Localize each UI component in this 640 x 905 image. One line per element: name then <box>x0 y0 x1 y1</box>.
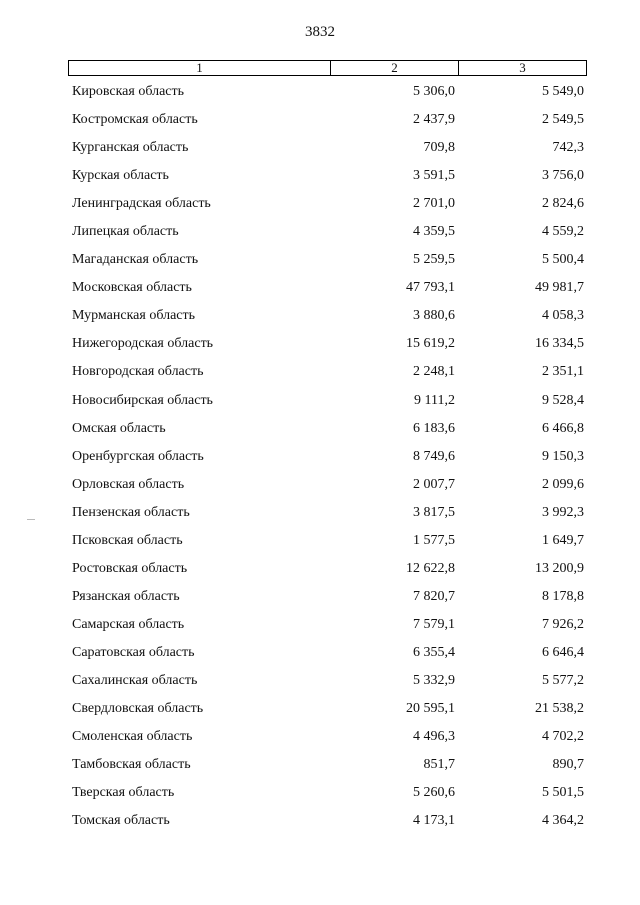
value-col-2: 5 332,9 <box>413 672 455 688</box>
table-row <box>0 559 640 587</box>
value-col-3: 9 528,4 <box>542 392 584 408</box>
value-col-2: 3 591,5 <box>413 168 455 184</box>
region-name: Смоленская область <box>72 729 193 745</box>
table-row <box>0 222 640 250</box>
margin-mark <box>27 519 35 520</box>
table-row <box>0 306 640 334</box>
region-name: Тверская область <box>72 785 175 801</box>
value-col-2: 8 749,6 <box>413 448 455 464</box>
value-col-3: 6 646,4 <box>542 644 584 660</box>
value-col-2: 5 260,6 <box>413 785 455 801</box>
value-col-3: 4 559,2 <box>542 224 584 240</box>
value-col-2: 20 595,1 <box>406 701 455 717</box>
table-row <box>0 250 640 278</box>
region-name: Оренбургская область <box>72 448 204 464</box>
value-col-3: 742,3 <box>552 140 584 156</box>
region-name: Тамбовская область <box>72 757 191 773</box>
value-col-3: 49 981,7 <box>535 280 584 296</box>
value-col-3: 13 200,9 <box>535 560 584 576</box>
value-col-2: 7 579,1 <box>413 616 455 632</box>
value-col-2: 851,7 <box>423 757 455 773</box>
table-header <box>68 60 587 76</box>
value-col-3: 4 364,2 <box>542 813 584 829</box>
region-name: Кировская область <box>72 84 185 99</box>
table-row <box>0 811 640 839</box>
value-col-3: 3 756,0 <box>542 168 584 184</box>
value-col-2: 9 111,2 <box>414 392 455 408</box>
value-col-3: 2 099,6 <box>542 476 584 492</box>
region-name: Московская область <box>72 280 192 296</box>
table-row <box>0 475 640 503</box>
value-col-2: 5 259,5 <box>413 252 455 268</box>
value-col-3: 2 824,6 <box>542 196 584 212</box>
region-name: Саратовская область <box>72 644 195 660</box>
value-col-2: 7 820,7 <box>413 588 455 604</box>
region-name: Свердловская область <box>72 701 204 717</box>
value-col-3: 1 649,7 <box>542 532 584 548</box>
value-col-3: 7 926,2 <box>542 616 584 632</box>
table-row <box>0 783 640 811</box>
table-row <box>0 671 640 699</box>
value-col-2: 4 496,3 <box>413 729 455 745</box>
table-row <box>0 699 640 727</box>
region-name: Томская область <box>72 813 170 829</box>
value-col-3: 3 992,3 <box>542 504 584 520</box>
region-name: Сахалинская область <box>72 672 198 688</box>
table-body <box>0 82 640 839</box>
table-row <box>0 531 640 559</box>
table-row <box>0 643 640 671</box>
region-name: Рязанская область <box>72 588 180 604</box>
table-row <box>0 615 640 643</box>
region-name: Новосибирская область <box>72 392 213 408</box>
region-name: Пензенская область <box>72 504 190 520</box>
region-name: Магаданская область <box>72 252 199 268</box>
value-col-2: 15 619,2 <box>406 336 455 352</box>
value-col-2: 47 793,1 <box>406 280 455 296</box>
value-col-2: 4 173,1 <box>413 813 455 829</box>
region-name: Омская область <box>72 420 166 436</box>
value-col-3: 21 538,2 <box>535 701 584 717</box>
value-col-2: 3 817,5 <box>413 504 455 520</box>
value-col-2: 2 437,9 <box>413 112 455 128</box>
table-row <box>0 166 640 194</box>
value-col-3: 5 500,4 <box>542 252 584 268</box>
value-col-3: 8 178,8 <box>542 588 584 604</box>
value-col-3: 5 501,5 <box>542 785 584 801</box>
value-col-2: 6 183,6 <box>413 420 455 436</box>
value-col-2: 5 306,0 <box>413 84 455 99</box>
table-row <box>0 362 640 390</box>
table-row <box>0 334 640 362</box>
region-name: Новгородская область <box>72 364 204 380</box>
region-name: Курская область <box>72 168 169 184</box>
region-name: Ростовская область <box>72 560 188 576</box>
region-name: Ленинградская область <box>72 196 211 212</box>
value-col-3: 5 577,2 <box>542 672 584 688</box>
value-col-2: 3 880,6 <box>413 308 455 324</box>
value-col-3: 4 058,3 <box>542 308 584 324</box>
value-col-2: 2 701,0 <box>413 196 455 212</box>
table-row <box>0 419 640 447</box>
table-row <box>0 138 640 166</box>
value-col-2: 1 577,5 <box>413 532 455 548</box>
table-row <box>0 82 640 110</box>
header-col-2: 2 <box>331 61 459 75</box>
value-col-3: 9 150,3 <box>542 448 584 464</box>
table-row <box>0 503 640 531</box>
value-col-3: 4 702,2 <box>542 729 584 745</box>
table-row <box>0 194 640 222</box>
value-col-3: 890,7 <box>552 757 584 773</box>
region-name: Мурманская область <box>72 308 196 324</box>
table-row <box>0 391 640 419</box>
region-name: Орловская область <box>72 476 185 492</box>
value-col-3: 2 549,5 <box>542 112 584 128</box>
table-row <box>0 587 640 615</box>
value-col-3: 2 351,1 <box>542 364 584 380</box>
table-row <box>0 727 640 755</box>
value-col-2: 4 359,5 <box>413 224 455 240</box>
value-col-2: 6 355,4 <box>413 644 455 660</box>
region-name: Костромская область <box>72 112 198 128</box>
region-name: Курганская область <box>72 140 189 156</box>
value-col-2: 12 622,8 <box>406 560 455 576</box>
table-row <box>0 110 640 138</box>
page-number: 3832 <box>305 24 335 40</box>
value-col-3: 16 334,5 <box>535 336 584 352</box>
value-col-2: 2 248,1 <box>413 364 455 380</box>
region-name: Нижегородская область <box>72 336 214 352</box>
header-col-3: 3 <box>519 60 526 75</box>
value-col-3: 6 466,8 <box>542 420 584 436</box>
value-col-2: 709,8 <box>423 140 455 156</box>
header-col-1: 1 <box>69 61 331 75</box>
table-row <box>0 278 640 306</box>
region-name: Самарская область <box>72 616 185 632</box>
table-row <box>0 447 640 475</box>
value-col-2: 2 007,7 <box>413 476 455 492</box>
value-col-3: 5 549,0 <box>542 84 584 99</box>
region-name: Псковская область <box>72 532 183 548</box>
table-row <box>0 755 640 783</box>
region-name: Липецкая область <box>72 224 179 240</box>
